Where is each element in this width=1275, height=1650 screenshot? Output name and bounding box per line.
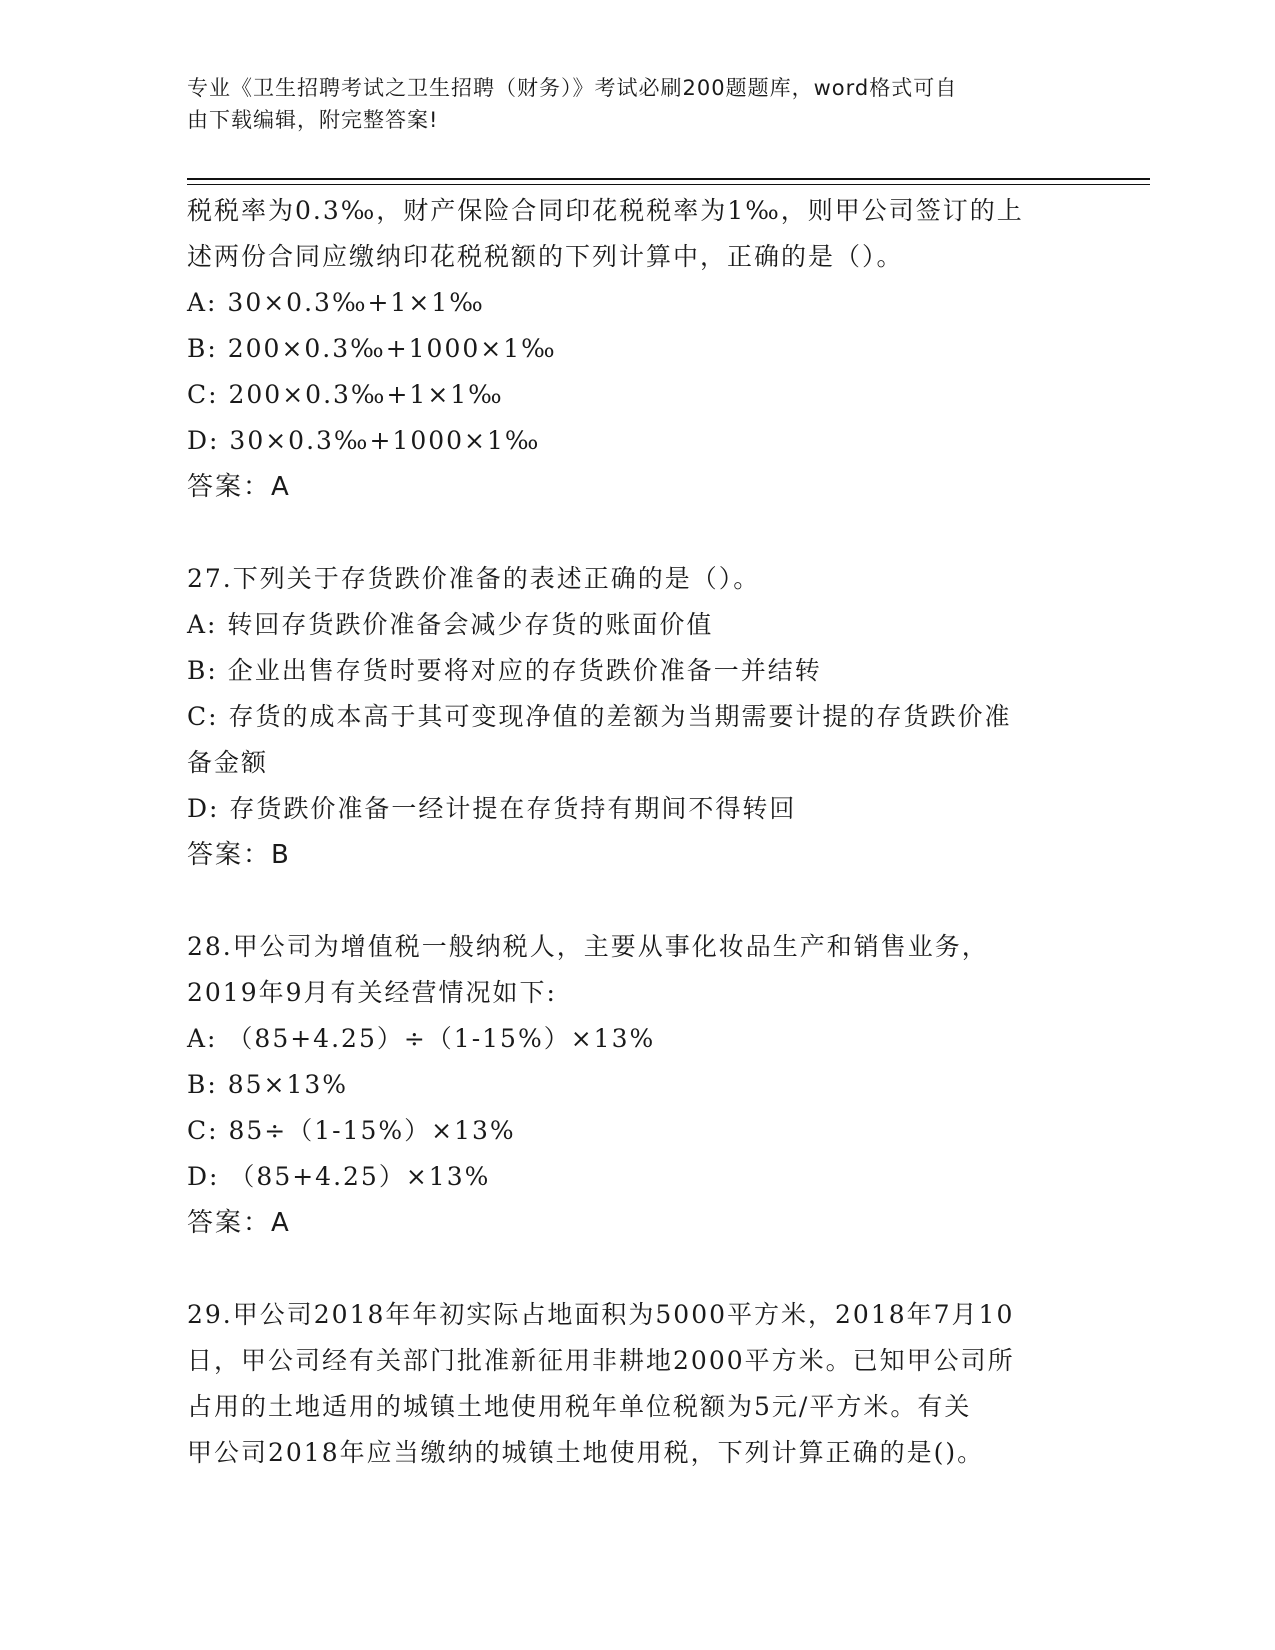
question-stem-line: 27.下列关于存货跌价准备的表述正确的是（）。 <box>187 564 761 593</box>
question-list <box>187 188 1077 1476</box>
question-stem-line: 占用的土地适用的城镇土地使用税年单位税额为5元/平方米。有关 <box>187 1392 972 1421</box>
question-stem-line: 2019年9月有关经营情况如下: <box>187 978 557 1007</box>
question-28 <box>187 924 1077 1246</box>
option-b: B: 企业出售存货时要将对应的存货跌价准备一并结转 <box>187 656 822 685</box>
spacer <box>187 510 1077 556</box>
option-c: C: 200×0.3‰+1×1‰ <box>187 380 504 409</box>
option-a: A: （85+4.25）÷（1-15%）×13% <box>187 1024 656 1053</box>
option-d: D: （85+4.25）×13% <box>187 1162 491 1191</box>
header-divider-thick <box>187 178 1150 180</box>
spacer <box>187 1246 1077 1292</box>
option-c-continued: 备金额 <box>187 748 269 777</box>
header-divider-thin <box>187 184 1150 185</box>
question-27 <box>187 556 1077 878</box>
option-c: C: 存货的成本高于其可变现净值的差额为当期需要计提的存货跌价准 <box>187 702 1012 731</box>
option-b: B: 85×13% <box>187 1070 349 1099</box>
question-stem-line: 甲公司2018年应当缴纳的城镇土地使用税，下列计算正确的是()。 <box>187 1438 985 1467</box>
answer-line: 答案：A <box>187 1208 291 1238</box>
question-stem-line: 税税率为0.3‰，财产保险合同印花税税率为1‰，则甲公司签订的上 <box>187 196 1024 225</box>
question-stem-line: 29.甲公司2018年年初实际占地面积为5000平方米，2018年7月10 <box>187 1300 1015 1329</box>
question-stem-line: 28.甲公司为增值税一般纳税人，主要从事化妆品生产和销售业务， <box>187 932 989 961</box>
option-b: B: 200×0.3‰+1000×1‰ <box>187 334 557 363</box>
option-c: C: 85÷（1-15%）×13% <box>187 1116 516 1145</box>
option-a: A: 30×0.3‰+1×1‰ <box>187 288 485 317</box>
option-a: A: 转回存货跌价准备会减少存货的账面价值 <box>187 610 714 639</box>
question-stem-line: 日，甲公司经有关部门批准新征用非耕地2000平方米。已知甲公司所 <box>187 1346 1015 1375</box>
spacer <box>187 878 1077 924</box>
question-26 <box>187 188 1077 510</box>
question-29 <box>187 1292 1077 1476</box>
header-title-line-2: 由下载编辑，附完整答案! <box>187 108 439 132</box>
option-d: D: 30×0.3‰+1000×1‰ <box>187 426 541 455</box>
document-header <box>187 72 1067 136</box>
header-title-line-1: 专业《卫生招聘考试之卫生招聘（财务）》考试必刷200题题库，word格式可自 <box>187 76 958 100</box>
answer-line: 答案：B <box>187 840 291 870</box>
answer-line: 答案：A <box>187 472 291 502</box>
question-stem-line: 述两份合同应缴纳印花税税额的下列计算中，正确的是（）。 <box>187 242 904 271</box>
option-d: D: 存货跌价准备一经计提在存货持有期间不得转回 <box>187 794 797 823</box>
